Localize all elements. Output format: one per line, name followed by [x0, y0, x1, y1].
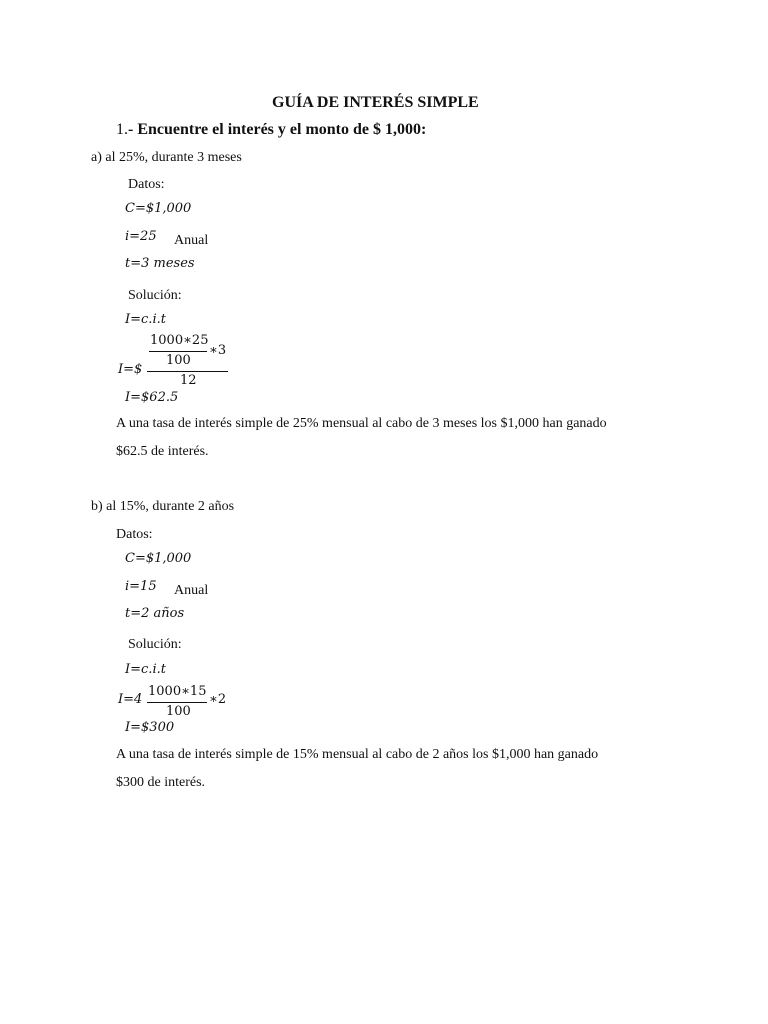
- part-a-result: I=$62.5: [125, 390, 179, 405]
- part-b-formula: I=c.i.t: [125, 662, 166, 677]
- part-a-calc-inner-denominator: 100: [166, 353, 191, 368]
- part-b-calc-numerator: 1000∗15: [148, 684, 207, 699]
- part-a-rate: i=25: [125, 229, 157, 244]
- part-b-datos-label: Datos:: [116, 527, 153, 542]
- part-b-capital: C=$1,000: [125, 551, 192, 566]
- part-a-calc-multiplier: ∗3: [209, 343, 227, 358]
- part-b-conclusion-line-2: $300 de interés.: [116, 775, 206, 790]
- part-a-conclusion: [116, 410, 662, 466]
- part-b-calc-multiplier: ∗2: [209, 692, 227, 707]
- part-b-calc-denominator: 100: [166, 704, 191, 719]
- part-a-heading: a) al 25%, durante 3 meses: [91, 150, 242, 165]
- part-b-heading: b) al 15%, durante 2 años: [91, 499, 235, 514]
- part-b-fraction-bar: [147, 702, 207, 703]
- question-text: - Encuentre el interés y el monto de $ 1,000:: [128, 121, 427, 138]
- part-b-solucion-label: Solución:: [128, 637, 182, 652]
- part-a-calc-prefix: I=$: [118, 362, 143, 377]
- part-a-main-fraction-bar: [147, 371, 228, 372]
- part-a-formula: I=c.i.t: [125, 312, 166, 327]
- part-b-result: I=$300: [125, 720, 175, 735]
- question-number: 1.: [116, 121, 128, 138]
- part-b-conclusion-line-1: A una tasa de interés simple de 15% mensual al cabo de 2 años los $1,000 han ganado: [116, 747, 599, 762]
- part-a-conclusion-line-2: $62.5 de interés.: [116, 444, 209, 459]
- question-heading: [116, 121, 426, 139]
- part-a-calc-denominator: 12: [180, 373, 197, 388]
- part-b-calc-prefix: I=4: [118, 692, 143, 707]
- part-b-time: t=2 años: [125, 606, 185, 621]
- page-title: GUÍA DE INTERÉS SIMPLE: [272, 94, 479, 111]
- part-a-capital: C=$1,000: [125, 201, 192, 216]
- part-b-conclusion: [116, 741, 662, 797]
- part-b-rate: i=15: [125, 579, 157, 594]
- part-b-anual: Anual: [174, 583, 209, 598]
- part-a-anual: Anual: [174, 233, 209, 248]
- part-a-calc-numerator: 1000∗25: [150, 333, 209, 348]
- part-a-inner-fraction-bar: [149, 351, 207, 352]
- part-a-conclusion-line-1: A una tasa de interés simple de 25% mensual al cabo de 3 meses los $1,000 han ganado: [116, 416, 607, 431]
- part-a-time: t=3 meses: [125, 256, 195, 271]
- part-a-datos-label: Datos:: [128, 177, 165, 192]
- part-a-solucion-label: Solución:: [128, 288, 182, 303]
